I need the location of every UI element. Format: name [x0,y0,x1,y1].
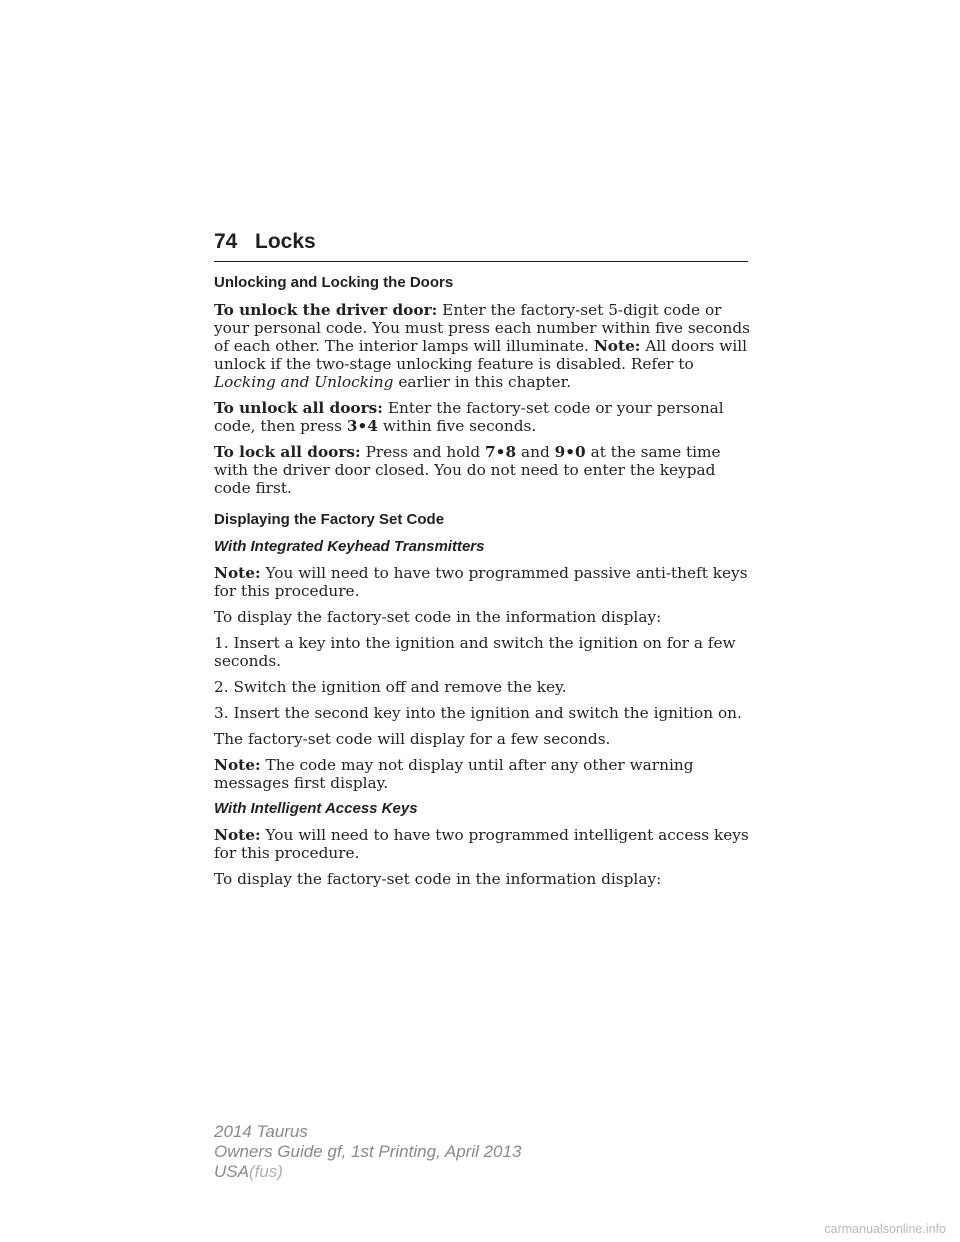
section-heading-factory-code: Displaying the Factory Set Code [214,511,445,528]
label-lock-all: To lock all doors: [214,443,361,461]
label-unlock-driver: To unlock the driver door: [214,301,438,319]
section-heading-unlocking: Unlocking and Locking the Doors [214,274,454,291]
paragraph-unlock-driver: To unlock the driver door: Enter the factory-set 5-digit code or your personal code. You must press each number within five seconds of each other. The interior lamps will illuminate. Note: All doors will unlock if the two-stage unlocking feature is disabled. Refer to Locking and Unlocking earlier in this chapter. [214,301,751,391]
step-3: 3. Insert the second key into the ignition and switch the ignition on. [214,704,742,722]
page-footer [214,1122,521,1182]
footer-model: 2014 Taurus [214,1122,308,1141]
subheading-intelligent-access: With Intelligent Access Keys [214,800,418,817]
note-display: Note: The code may not display until after any other warning messages first display. [214,756,694,792]
paragraph-intro-keyhead: To display the factory-set code in the information display: [214,608,662,626]
cross-reference: Locking and Unlocking [214,373,394,391]
note-keyhead: Note: You will need to have two programmed passive anti-theft keys for this procedure. [214,564,748,600]
keypad-code: 7•8 [485,443,517,461]
page-content [214,272,754,896]
footer-market: USA(fus) [214,1162,283,1181]
paragraph-intro-intelligent: To display the factory-set code in the information display: [214,870,662,888]
keypad-code: 3•4 [346,417,378,435]
watermark: carmanualsonline.info [824,1222,946,1236]
subheading-keyhead: With Integrated Keyhead Transmitters [214,538,485,555]
paragraph-unlock-all: To unlock all doors: Enter the factory-set code or your personal code, then press 3•4 within five seconds. [214,399,724,435]
note-intelligent-access: Note: You will need to have two programmed intelligent access keys for this procedure. [214,826,749,862]
step-1: 1. Insert a key into the ignition and switch the ignition on for a few seconds. [214,634,736,670]
chapter-title: Locks [255,230,316,253]
page-header [214,230,748,262]
footer-edition: Owners Guide gf, 1st Printing, April 2013 [214,1142,522,1161]
step-2: 2. Switch the ignition off and remove the key. [214,678,567,696]
page-number: 74 [214,230,238,253]
paragraph-result: The factory-set code will display for a few seconds. [214,730,611,748]
paragraph-lock-all: To lock all doors: Press and hold 7•8 and 9•0 at the same time with the driver door closed. You do not need to enter the keypad code first. [214,443,721,497]
label-unlock-all: To unlock all doors: [214,399,383,417]
keypad-code: 9•0 [554,443,586,461]
